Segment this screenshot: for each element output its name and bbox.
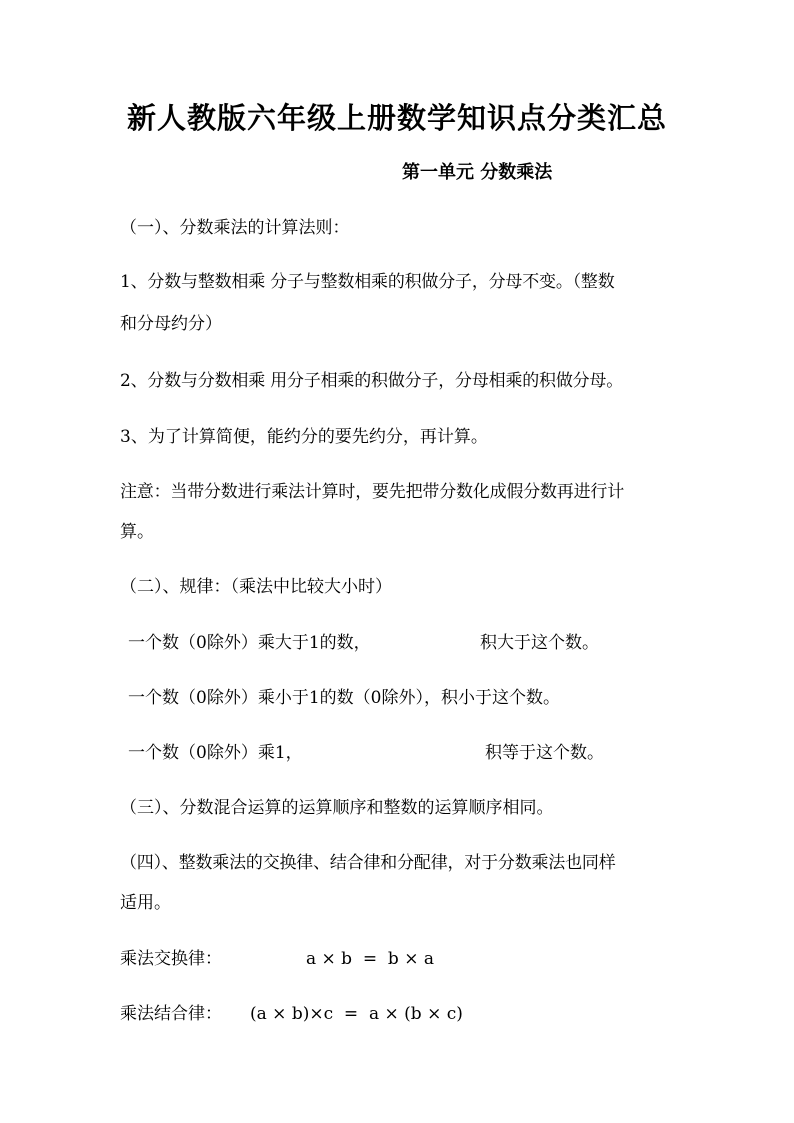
rule1-line1: 1、分数与整数相乘 分子与整数相乘的积做分子，分母不变。（整数 (120, 272, 615, 292)
law-condition-1: 一个数（0除外）乘大于1的数， (128, 633, 371, 653)
law-condition-2: 一个数（0除外）乘小于1的数（0除外），积小于这个数。 (128, 688, 560, 708)
section3-heading: （三）、分数混合运算的运算顺序和整数的运算顺序相同。 (120, 798, 554, 818)
associative-formula: (a × b)×c = a × (b × c) (250, 1004, 463, 1024)
section4-heading-line2: 适用。 (120, 893, 171, 913)
section4-heading-line1: （四）、整数乘法的交换律、结合律和分配律，对于分数乘法也同样 (120, 853, 616, 873)
section2-heading: （二）、规律：（乘法中比较大小时） (120, 577, 392, 597)
rule1-line2: 和分母约分） (120, 314, 222, 334)
note-line2: 算。 (120, 522, 154, 542)
section1-heading: （一）、分数乘法的计算法则： (120, 218, 350, 238)
note-line1: 注意：当带分数进行乘法计算时，要先把带分数化成假分数再进行计 (120, 482, 624, 502)
associative-label: 乘法结合律： (120, 1004, 222, 1024)
commutative-formula: a × b = b × a (306, 949, 434, 969)
unit-heading: 第一单元 分数乘法 (402, 162, 553, 183)
rule2: 2、分数与分数相乘 用分子相乘的积做分子，分母相乘的积做分母。 (120, 371, 624, 391)
commutative-label: 乘法交换律： (120, 949, 222, 969)
law-condition-3: 一个数（0除外）乘1， (128, 743, 303, 763)
law-result-3: 积等于这个数。 (485, 743, 604, 763)
rule3: 3、为了计算简便，能约分的要先约分，再计算。 (120, 427, 488, 447)
document-title: 新人教版六年级上册数学知识点分类汇总 (126, 101, 667, 135)
law-result-1: 积大于这个数。 (480, 633, 599, 653)
